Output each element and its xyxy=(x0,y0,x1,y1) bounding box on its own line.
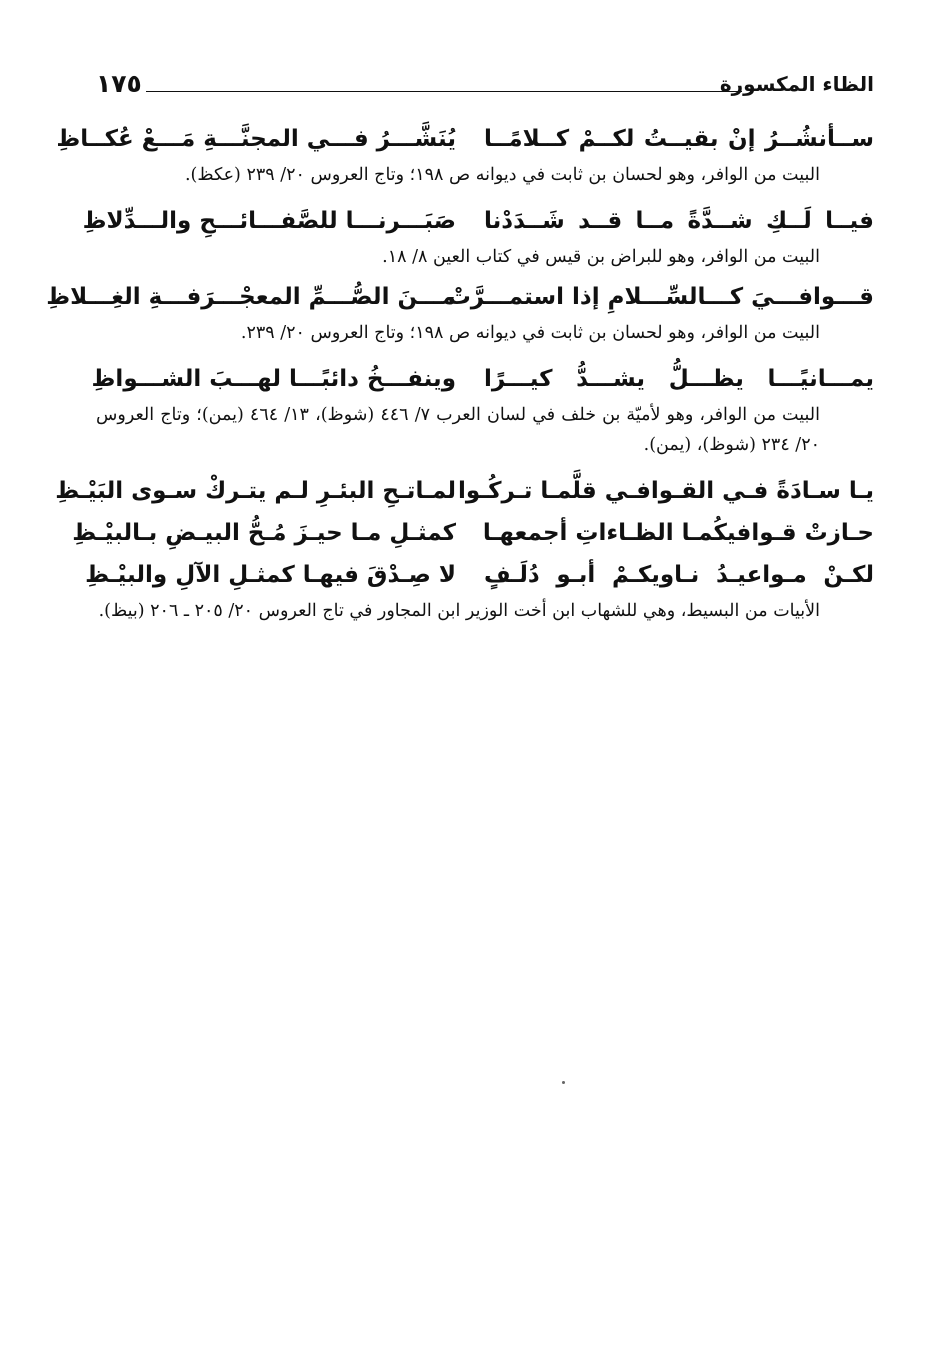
verse-line xyxy=(55,470,874,512)
first-hemistich: فيــا لَــكِ شــدَّةً مــا قــد شَــدَدْنا xyxy=(484,208,874,234)
verse-line xyxy=(46,276,874,318)
verse-source-note: البيت من الوافر، وهو للبراض بن قيس في كتاب العين ٨/ ١٨. xyxy=(382,247,820,267)
verse-line xyxy=(91,358,874,400)
verse-source-note: البيت من الوافر، وهو لأميّة بن خلف في لسان العرب ٧/ ٤٤٦ (شوظ)، ١٣/ ٤٦٤ (يمن)؛ وتاج العروس ٢٠/ ٢٣٤ (شوظ)، (يمن). xyxy=(96,405,820,455)
first-hemistich: لكـنْ مـواعيـدُ نـاويكـمْ أبـو دُلَـفٍ xyxy=(484,562,874,588)
page-content xyxy=(46,118,874,630)
verse-line xyxy=(82,200,874,242)
second-hemistich: مـــنَ الصُّـــمِّ المعجْـــرَفـــةِ الغِـــلاظِ xyxy=(46,284,456,310)
verse-entry xyxy=(56,118,874,190)
verse-source-note: الأبيات من البسيط، وهي للشهاب ابن أخت الوزير ابن المجاور في تاج العروس ٢٠/ ٢٠٥ ـ ٢٠٦ (بيظ). xyxy=(98,601,820,621)
second-hemistich: صَبَـــرنـــا للصَّفـــائـــحِ والـــدِّلاظِ xyxy=(82,208,456,234)
page-header xyxy=(96,66,874,106)
second-hemistich: لا صِـدْقَ فيهـا كمثـلِ الآلِ والبيْـظِ xyxy=(85,562,456,588)
verse-line xyxy=(56,118,874,160)
second-hemistich: لمـاتـحِ البئـرِ لـم يتـركْ سـوى البَيْـظِ xyxy=(55,478,456,504)
verse-entry xyxy=(46,276,874,348)
second-hemistich: يُنَشَّـــرُ فـــي المجنَّـــةِ مَـــعْ عُكــاظِ xyxy=(56,126,456,152)
first-hemistich: ســأنشُــرُ إنْ بقيــتُ لكــمْ كــلامًــا xyxy=(484,126,874,152)
second-hemistich: وينفـــخُ دائبًـــا لهـــبَ الشـــواظِ xyxy=(91,366,456,392)
first-hemistich: يمـــانيًـــا يظـــلُّ يشـــدُّ كيـــرًا xyxy=(484,366,874,392)
verse-entry xyxy=(91,358,874,460)
page-number: ١٧٥ xyxy=(96,69,142,98)
first-hemistich: قـــوافـــيَ كـــالسِّـــلامِ إذا استمـــرَّتْ xyxy=(447,284,874,310)
running-title: الظاء المكسورة xyxy=(719,72,874,96)
scan-speck xyxy=(562,1081,565,1084)
verse-source-note: البيت من الوافر، وهو لحسان بن ثابت في ديوانه ص ١٩٨؛ وتاج العروس ٢٠/ ٢٣٩. xyxy=(240,323,820,343)
verse-entry xyxy=(55,470,874,626)
header-rule xyxy=(146,91,742,92)
verse-entry xyxy=(82,200,874,272)
first-hemistich: حـازتْ قـوافيكُمـا الظـاءاتِ أجمعهـا xyxy=(482,520,874,546)
verse-source-note: البيت من الوافر، وهو لحسان بن ثابت في ديوانه ص ١٩٨؛ وتاج العروس ٢٠/ ٢٣٩ (عكظ). xyxy=(184,165,820,185)
verse-line xyxy=(72,512,874,554)
first-hemistich: يـا سـادَةً فـي القـوافـي قلَّمـا تـركُـوا xyxy=(458,478,874,504)
second-hemistich: كمثـلِ مـا حيـزَ مُـحُّ البيـضِ بـالبيْـظِ xyxy=(72,520,456,546)
verse-line xyxy=(85,554,874,596)
